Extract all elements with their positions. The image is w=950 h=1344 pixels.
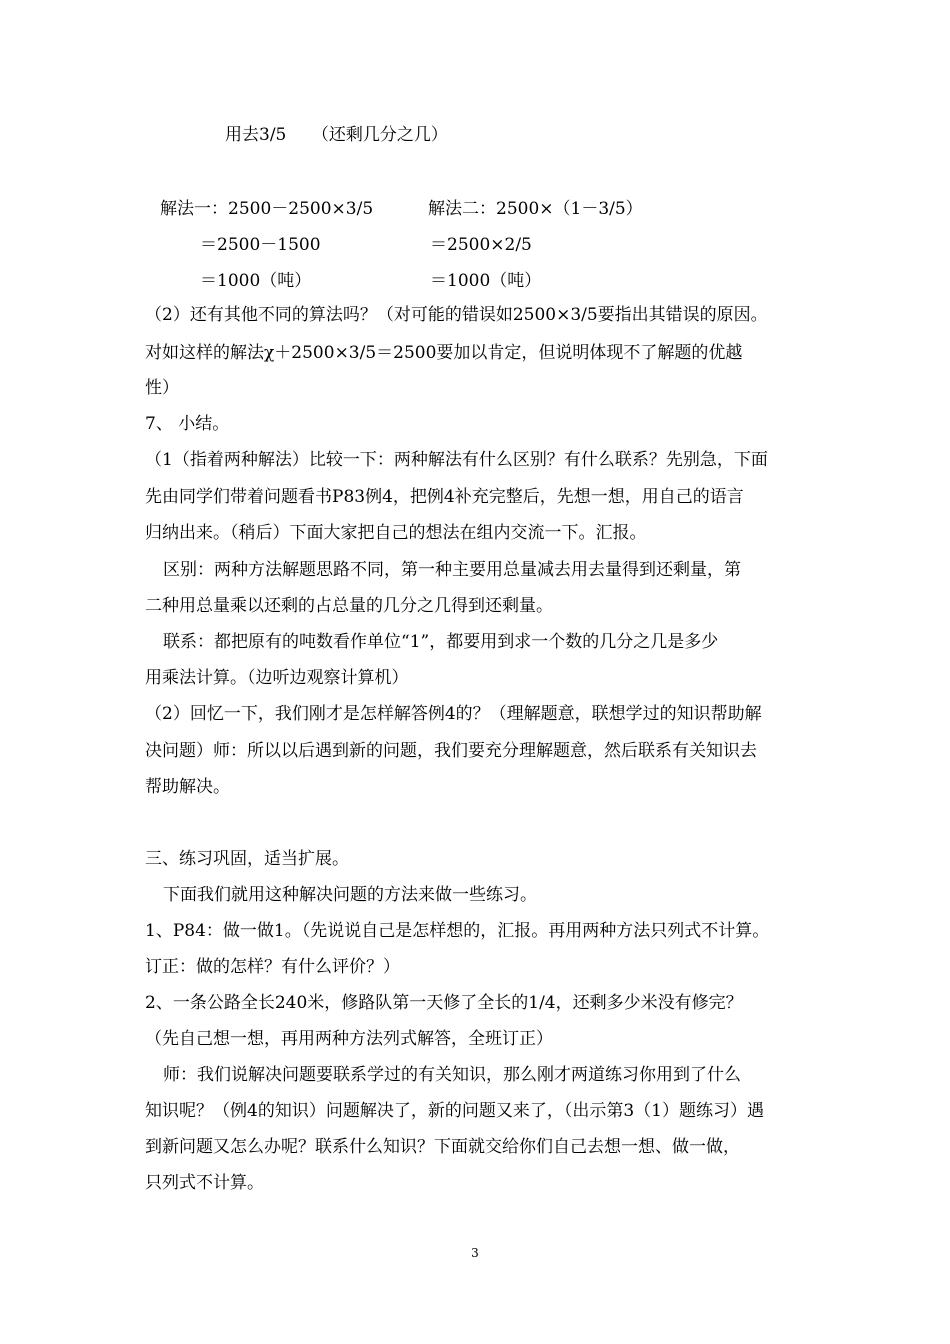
paragraph-line: 订正：做的怎样？有什么评价？） [145,957,400,977]
solution-one-result: ＝1000（吨） [200,271,312,291]
paragraph-line: 师：我们说解决问题要联系学过的有关知识，那么刚才两道练习你用到了什么 [163,1065,741,1085]
page-number: 3 [471,1246,479,1260]
solution-two-line: 解法二：2500×（1－3/5） [428,199,643,219]
paragraph-line: 归纳出来。（稍后）下面大家把自己的想法在组内交流一下。汇报。 [145,523,647,543]
paragraph-line: 区别：两种方法解题思路不同，第一种主要用总量减去用去量得到还剩量，第 [163,560,741,580]
paragraph-line: 联系：都把原有的吨数看作单位“1”，都要用到求一个数的几分之几是多少 [163,632,719,652]
paragraph-line: 下面我们就用这种解决问题的方法来做一些练习。 [163,885,537,905]
exercise-line: 2、一条公路全长240米，修路队第一天修了全长的1/4，还剩多少米没有修完？ [145,993,743,1013]
exercise-line: 1、P84：做一做1。（先说说自己是怎样想的，汇报。再用两种方法只列式不计算。 [145,921,770,941]
paragraph-line: （2）还有其他不同的算法吗？（对可能的错误如2500×3/5要指出其错误的原因。 [145,305,768,325]
text-line: 用去3/5 （还剩几分之几） [225,125,448,145]
paragraph-line: 二种用总量乘以还剩的占总量的几分之几得到还剩量。 [145,596,553,616]
paragraph-line: （先自己想一想，再用两种方法列式解答，全班订正） [145,1029,553,1049]
paragraph-line: 到新问题又怎么办呢？联系什么知识？下面就交给你们自己去想一想、做一做， [145,1137,740,1157]
solution-two-result: ＝1000（吨） [430,271,542,291]
paragraph-line: 帮助解决。 [145,777,230,797]
paragraph-line: 性） [145,378,179,398]
paragraph-line: 对如这样的解法χ＋2500×3/5＝2500要加以肯定，但说明体现不了解题的优越 [145,343,743,363]
section-heading: 7、 小结。 [145,414,230,434]
solution-one-line: 解法一：2500－2500×3/5 [160,199,374,219]
paragraph-line: （1（指着两种解法）比较一下：两种解法有什么区别？有什么联系？先别急，下面 [145,450,768,470]
paragraph-line: 先由同学们带着问题看书P83例4，把例4补充完整后，先想一想，用自己的语言 [145,487,744,507]
paragraph-line: 用乘法计算。（边听边观察计算机） [145,668,409,688]
solution-two-step: ＝2500×2/5 [430,235,532,255]
solution-one-step: ＝2500－1500 [200,235,321,255]
paragraph-line: （2）回忆一下，我们刚才是怎样解答例4的？（理解题意，联想学过的知识帮助解 [145,704,762,724]
paragraph-line: 决问题）师：所以以后遇到新的问题，我们要充分理解题意，然后联系有关知识去 [145,741,757,761]
section-heading: 三、练习巩固，适当扩展。 [145,849,349,869]
paragraph-line: 知识呢？（例4的知识）问题解决了，新的问题又来了，（出示第3（1）题练习）遇 [145,1101,764,1121]
paragraph-line: 只列式不计算。 [145,1173,264,1193]
